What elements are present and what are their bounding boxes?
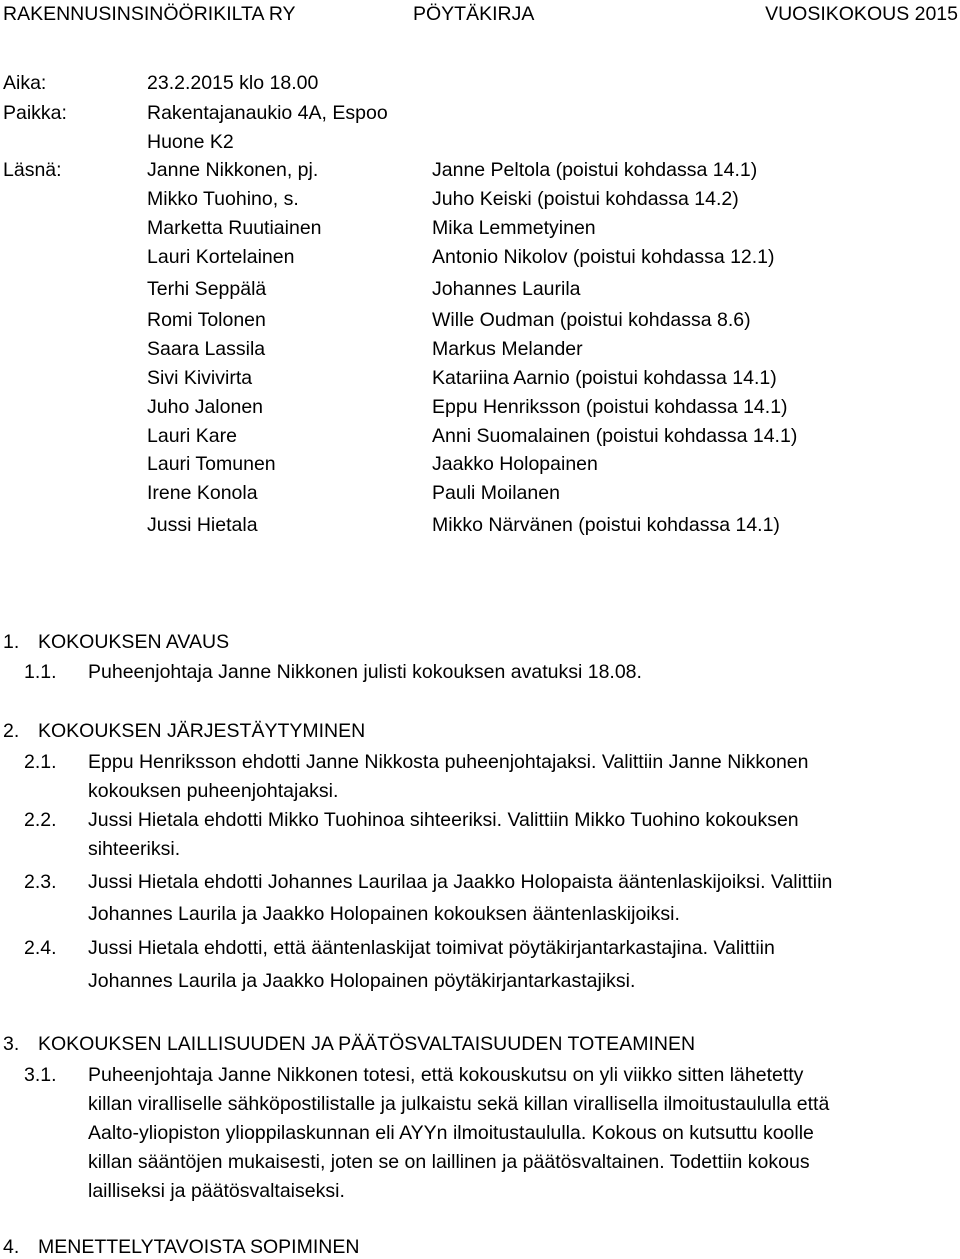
section-number: 3. (3, 1033, 20, 1055)
attendee-right: Johannes Laurila (432, 278, 581, 300)
item-text: Puheenjohtaja Janne Nikkonen totesi, että kokouskutsu on yli viikko sitten lähetetty (88, 1064, 804, 1086)
attendee-right: Markus Melander (432, 338, 583, 360)
item-text: killan sääntöjen mukaisesti, joten se on laillinen ja päätösvaltainen. Todettiin kokous (88, 1151, 810, 1173)
attendee-right: Eppu Henriksson (poistui kohdassa 14.1) (432, 396, 788, 418)
attendee-left: Romi Tolonen (147, 309, 266, 331)
present-label: Läsnä: (3, 159, 62, 181)
item-number: 2.4. (24, 937, 57, 959)
item-text: Jussi Hietala ehdotti Johannes Laurilaa ja Jaakko Holopaista ääntenlaskijoiksi. Valittiin (88, 871, 833, 893)
attendee-left: Lauri Kare (147, 425, 237, 447)
section-number: 2. (3, 720, 20, 742)
item-text: Puheenjohtaja Janne Nikkonen julisti kokouksen avatuksi 18.08. (88, 661, 642, 683)
attendee-left: Janne Nikkonen, pj. (147, 159, 319, 181)
attendee-right: Juho Keiski (poistui kohdassa 14.2) (432, 188, 739, 210)
attendee-right: Janne Peltola (poistui kohdassa 14.1) (432, 159, 758, 181)
item-number: 2.3. (24, 871, 57, 893)
section-title: MENETTELYTAVOISTA SOPIMINEN (38, 1236, 360, 1258)
section-title: KOKOUKSEN AVAUS (38, 631, 230, 653)
item-number: 3.1. (24, 1064, 57, 1086)
attendee-left: Mikko Tuohino, s. (147, 188, 299, 210)
attendee-right: Wille Oudman (poistui kohdassa 8.6) (432, 309, 751, 331)
attendee-right: Antonio Nikolov (poistui kohdassa 12.1) (432, 246, 775, 268)
page-header (0, 0, 960, 32)
item-text: Jussi Hietala ehdotti Mikko Tuohinoa sihteeriksi. Valittiin Mikko Tuohino kokouksen (88, 809, 799, 831)
item-text: killan viralliselle sähköpostilistalle ja julkaistu sekä killan virallisella ilmoitustaululla että (88, 1093, 830, 1115)
attendee-left: Marketta Ruutiainen (147, 217, 322, 239)
item-number: 1.1. (24, 661, 57, 683)
time-label: Aika: (3, 72, 47, 94)
item-number: 2.1. (24, 751, 57, 773)
organization-name: RAKENNUSINSINÖÖRIKILTA RY (3, 3, 296, 25)
item-text: sihteeriksi. (88, 838, 181, 860)
attendee-left: Lauri Kortelainen (147, 246, 295, 268)
attendee-right: Mikko Närvänen (poistui kohdassa 14.1) (432, 514, 780, 536)
section-title: KOKOUKSEN JÄRJESTÄYTYMINEN (38, 720, 366, 742)
attendee-right: Anni Suomalainen (poistui kohdassa 14.1) (432, 425, 798, 447)
item-number: 2.2. (24, 809, 57, 831)
document-type: PÖYTÄKIRJA (413, 3, 535, 25)
item-text: kokouksen puheenjohtajaksi. (88, 780, 339, 802)
attendee-right: Mika Lemmetyinen (432, 217, 596, 239)
section-number: 4. (3, 1236, 20, 1258)
place-room: Huone K2 (147, 131, 234, 153)
place-label: Paikka: (3, 102, 67, 124)
place-value: Rakentajanaukio 4A, Espoo (147, 102, 388, 124)
attendee-right: Jaakko Holopainen (432, 453, 598, 475)
section-number: 1. (3, 631, 20, 653)
item-text: Jussi Hietala ehdotti, että ääntenlaskijat toimivat pöytäkirjantarkastajina. Valittiin (88, 937, 775, 959)
attendee-left: Juho Jalonen (147, 396, 264, 418)
attendee-left: Jussi Hietala (147, 514, 258, 536)
section-title: KOKOUKSEN LAILLISUUDEN JA PÄÄTÖSVALTAISUUDEN TOTEAMINEN (38, 1033, 696, 1055)
attendee-left: Sivi Kivivirta (147, 367, 253, 389)
time-value: 23.2.2015 klo 18.00 (147, 72, 319, 94)
attendee-left: Saara Lassila (147, 338, 266, 360)
item-text: lailliseksi ja päätösvaltaiseksi. (88, 1180, 345, 1202)
item-text: Johannes Laurila ja Jaakko Holopainen pöytäkirjantarkastajiksi. (88, 970, 636, 992)
attendee-left: Lauri Tomunen (147, 453, 276, 475)
item-text: Aalto-yliopiston ylioppilaskunnan eli AYYn ilmoitustaululla. Kokous on kutsuttu koolle (88, 1122, 814, 1144)
item-text: Eppu Henriksson ehdotti Janne Nikkosta puheenjohtajaksi. Valittiin Janne Nikkonen (88, 751, 809, 773)
item-text: Johannes Laurila ja Jaakko Holopainen kokouksen ääntenlaskijoiksi. (88, 903, 680, 925)
attendee-right: Katariina Aarnio (poistui kohdassa 14.1) (432, 367, 777, 389)
attendee-right: Pauli Moilanen (432, 482, 560, 504)
attendee-left: Terhi Seppälä (147, 278, 267, 300)
attendee-left: Irene Konola (147, 482, 258, 504)
meeting-name: VUOSIKOKOUS 2015 (765, 3, 958, 25)
